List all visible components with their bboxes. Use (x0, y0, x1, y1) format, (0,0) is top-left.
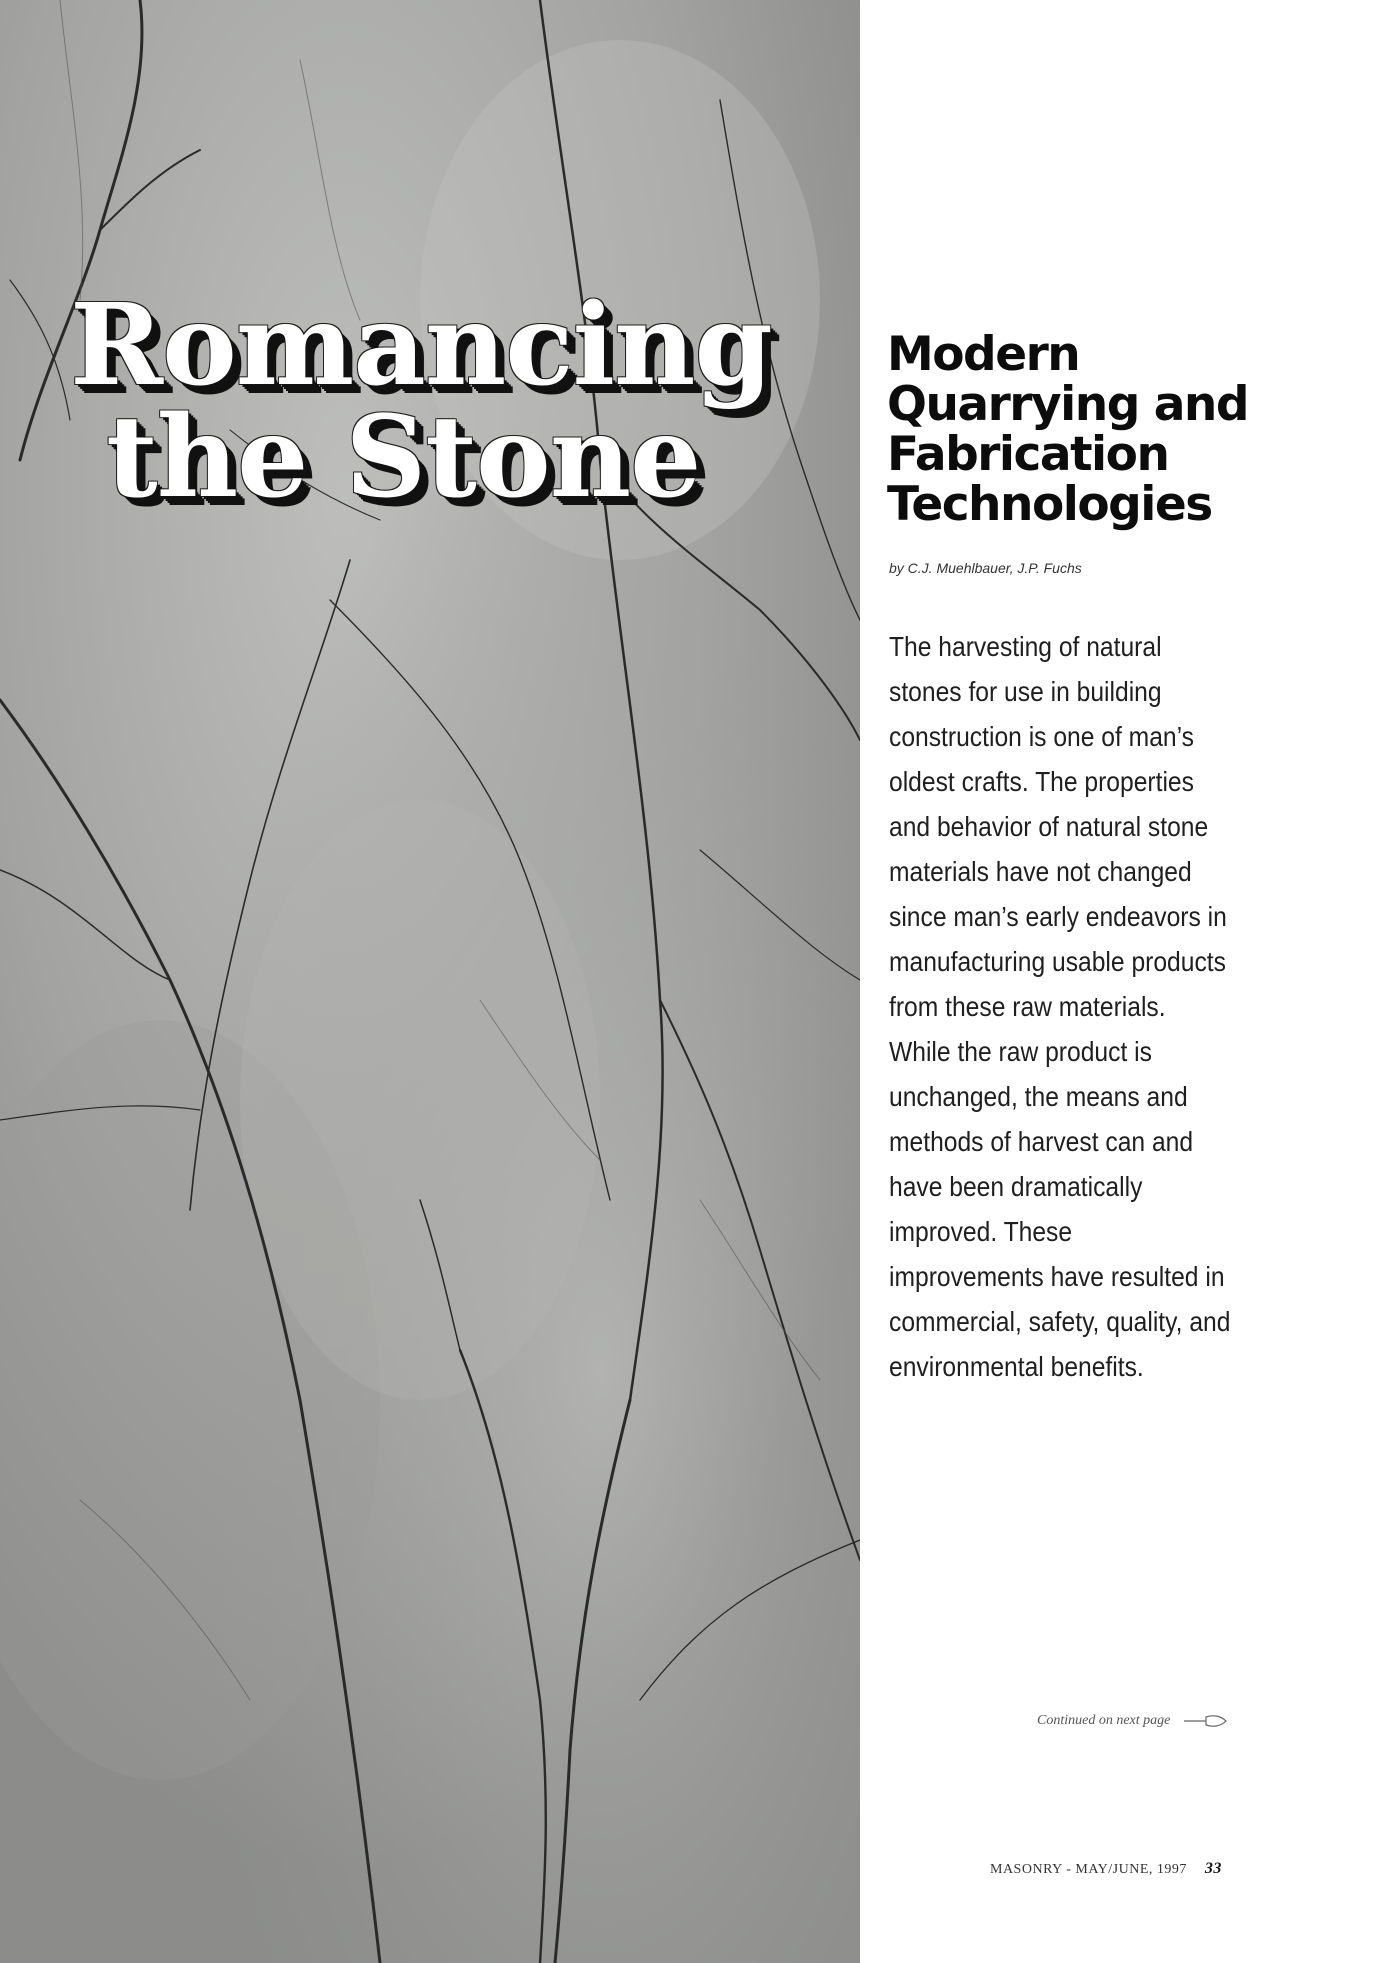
page-footer (990, 1860, 1222, 1878)
subtitle-line-1: Modern (887, 327, 1080, 382)
byline: by C.J. Muehlbauer, J.P. Fuchs (889, 560, 1082, 576)
intro-paragraph: The harvesting of natural stones for use in building construction is one of man’s oldest crafts. The properties and behavior of natural stone materials have not changed since man’s early endeavors in manufacturing usable products from these raw materials. While the raw product is unchanged, the means and methods of harvest can and have been dramatically improved. These improvements have resulted in commercial, safety, quality, and environmental benefits. (889, 631, 1231, 1382)
continued-note (1037, 1712, 1228, 1730)
publication-info: MASONRY - MAY/JUNE, 1997 (990, 1862, 1187, 1877)
subtitle-line-2: Quarrying and (887, 377, 1249, 432)
subtitle-line-3: Fabrication (887, 427, 1169, 482)
article-subtitle (887, 327, 1307, 532)
continued-label: Continued on next page (1037, 1713, 1171, 1728)
hero-title-line-2: the Stone (106, 392, 701, 523)
article-column (887, 327, 1307, 1389)
subtitle-line-4: Technologies (887, 477, 1212, 532)
pointing-arrow-icon (1182, 1712, 1228, 1730)
hero-title-line-1: Romancing (70, 280, 772, 411)
page-number: 33 (1204, 1860, 1222, 1877)
hero-title (70, 280, 790, 523)
